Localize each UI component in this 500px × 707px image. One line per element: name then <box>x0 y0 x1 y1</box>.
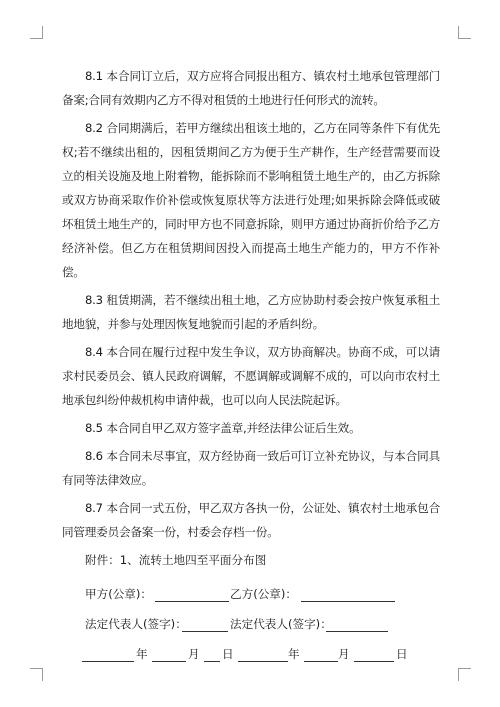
party-a-rep-line <box>182 631 228 632</box>
party-b-rep-label: 法定代表人(签字)： <box>230 617 332 631</box>
date-b-day-label: 日 <box>396 647 408 661</box>
date-a-month-line <box>152 661 186 662</box>
date-a-month-label: 月 <box>188 647 200 661</box>
date-b-month-line <box>304 661 338 662</box>
attachment-line: 附件：1、流转土地四至平面分布图 <box>85 553 267 567</box>
date-b-month-label: 月 <box>338 647 350 661</box>
seal-row <box>62 580 440 610</box>
date-a-year-label: 年 <box>136 647 148 661</box>
party-b-rep-line <box>326 631 388 632</box>
date-b-day-line <box>354 661 394 662</box>
crop-mark-bottom-left <box>30 668 43 681</box>
date-b-year-line <box>238 661 288 662</box>
party-a-seal-label: 甲方(公章)： <box>85 587 153 601</box>
crop-mark-top-left <box>30 26 43 39</box>
clause-8-2: 8.2 合同期满后，若甲方继续出租该土地的，乙方在同等条件下有优先权;若不继续出租的，因租赁期间乙方为便于生产耕作，生产经营需要而设立的相关设施及地上附着物，能拆除而不影响租赁土地生产的，由乙方拆除或双方协商采取作价补偿或恢复原状等方法进行处理;如果拆除会降低或破坏租赁土地生产的，同时甲方也不同意拆除，则甲方通过协商折价给予乙方经济补偿。但乙方在租赁期间因投入而提高土地生产能力的，甲方不作补偿。 <box>62 121 440 279</box>
crop-mark-top-right <box>458 26 471 39</box>
clause-8-1: 8.1 本合同订立后，双方应将合同报出租方、镇农村土地承包管理部门备案;合同有效期内乙方不得对租赁的土地进行任何形式的流转。 <box>62 69 440 107</box>
party-b-seal-line <box>301 601 395 602</box>
clause-8-5: 8.5 本合同自甲乙双方签字盖章,并经法律公证后生效。 <box>85 421 361 435</box>
document-body <box>62 64 440 670</box>
party-a-seal-line <box>155 601 229 602</box>
date-a-year-line <box>82 661 134 662</box>
date-a-day-line <box>204 661 220 662</box>
representative-row <box>62 610 440 640</box>
clause-8-4: 8.4 本合同在履行过程中发生争议，双方协商解决。协商不成，可以请求村民委员会、镇人民政府调解，不愿调解或调解不成的，可以向市农村土地承包纠纷仲裁机构申请仲裁，也可以向人民法院起诉。 <box>62 345 440 407</box>
party-b-seal-label: 乙方(公章)： <box>230 587 298 601</box>
date-row <box>62 640 440 670</box>
party-a-rep-label: 法定代表人(签字)： <box>85 617 187 631</box>
clause-8-6: 8.6 本合同未尽事宜，双方经协商一致后可订立补充协议，与本合同具有同等法律效应。 <box>62 449 440 487</box>
date-a-day-label: 日 <box>222 647 234 661</box>
clause-8-7: 8.7 本合同一式五份，甲乙双方各执一份，公证处、镇农村土地承包合同管理委员会备案一份，村委会存档一份。 <box>62 501 440 539</box>
clause-8-3: 8.3 租赁期满，若不继续出租土地，乙方应协助村委会按户恢复承租土地地貌，并参与处理因恢复地貌而引起的矛盾纠纷。 <box>62 293 440 331</box>
date-b-year-label: 年 <box>288 647 300 661</box>
crop-mark-bottom-right <box>458 668 471 681</box>
